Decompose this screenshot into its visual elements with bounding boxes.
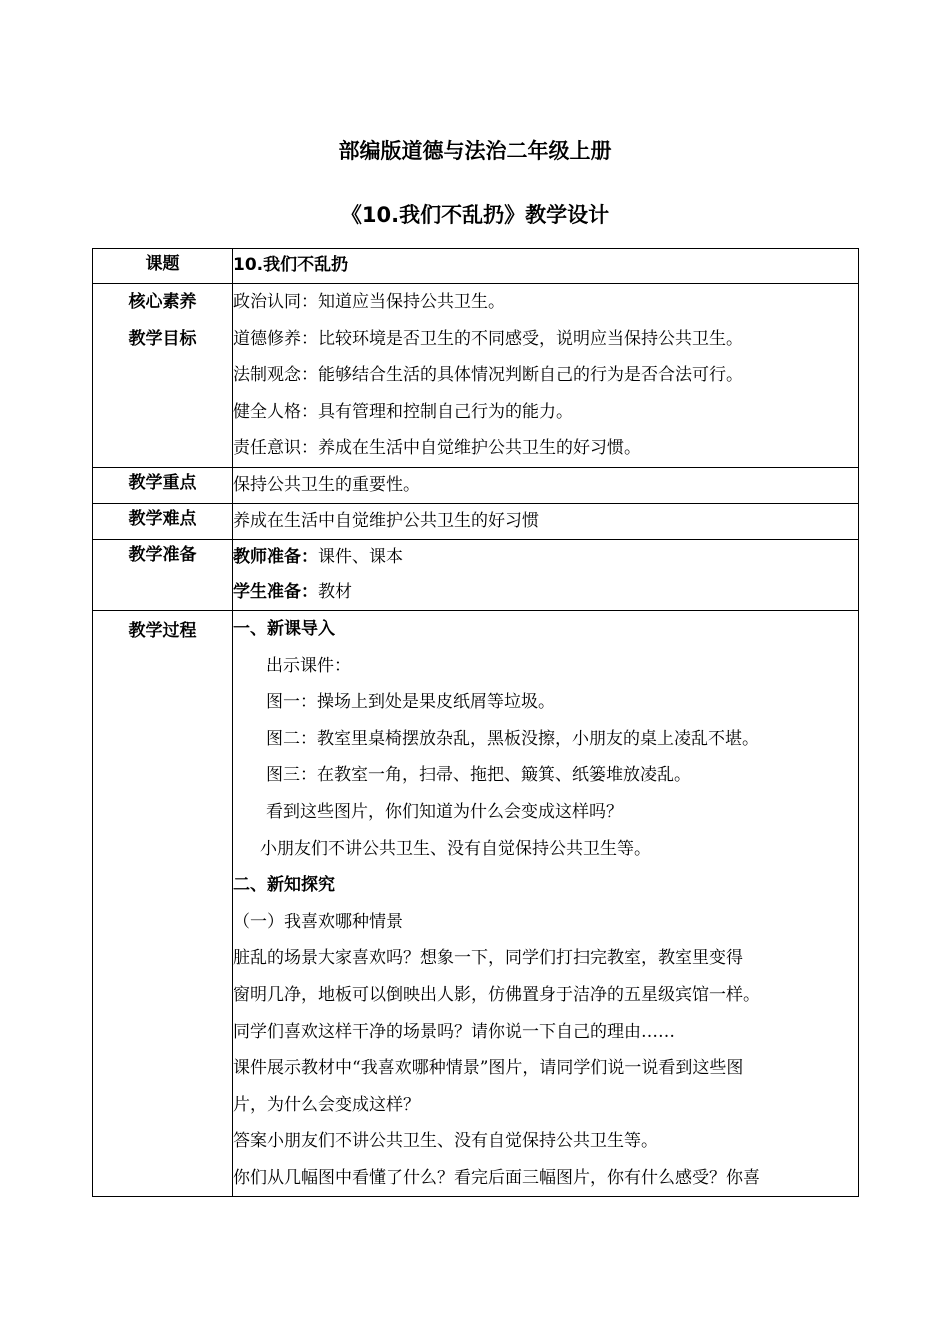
intro-answer: 小朋友们不讲公共卫生、没有自觉保持公共卫生等。 xyxy=(260,838,651,859)
row-goals xyxy=(93,284,859,468)
lesson-plan-table xyxy=(92,248,859,1197)
body-line: 窗明几净，地板可以倒映出人影，仿佛置身于洁净的五星级宾馆一样。 xyxy=(233,984,760,1005)
key-point-label: 教学重点 xyxy=(93,467,233,503)
document-subtitle: 《10.我们不乱扔》教学设计 xyxy=(340,203,610,227)
teacher-prep-label: 教师准备： xyxy=(233,546,318,567)
subsection-heading: （一）我喜欢哪种情景 xyxy=(233,911,403,932)
body-line: 同学们喜欢这样干净的场景吗？请你说一下自己的理由…… xyxy=(233,1021,675,1042)
goals-label-1: 核心素养 xyxy=(128,292,197,312)
student-prep-label: 学生准备： xyxy=(233,581,318,602)
process-content xyxy=(233,610,859,1197)
preparation-label: 教学准备 xyxy=(93,539,233,610)
row-process xyxy=(93,610,859,1197)
body-line: 课件展示教材中“我喜欢哪种情景”图片，请同学们说一说看到这些图 xyxy=(233,1058,744,1079)
topic-label: 课题 xyxy=(93,249,233,284)
row-topic xyxy=(93,249,859,284)
goal-responsibility: 责任意识：养成在生活中自觉维护公共卫生的好习惯。 xyxy=(233,438,641,459)
body-line: 片，为什么会变成这样？ xyxy=(233,1094,420,1115)
intro-line: 图一：操场上到处是果皮纸屑等垃圾。 xyxy=(266,692,555,713)
teacher-prep-value: 课件、课本 xyxy=(318,546,403,567)
goals-label-cell xyxy=(93,284,233,468)
row-key-point xyxy=(93,467,859,503)
body-line: 答案小朋友们不讲公共卫生、没有自觉保持公共卫生等。 xyxy=(233,1131,658,1152)
intro-line: 图二：教室里桌椅摆放杂乱，黑板没擦，小朋友的桌上凌乱不堪。 xyxy=(266,728,759,749)
difficulty-value: 养成在生活中自觉维护公共卫生的好习惯 xyxy=(233,510,539,531)
process-label: 教学过程 xyxy=(93,610,233,1197)
goals-content xyxy=(233,284,859,468)
key-point-value: 保持公共卫生的重要性。 xyxy=(233,474,420,495)
row-difficulty xyxy=(93,503,859,539)
intro-line: 出示课件： xyxy=(266,655,351,676)
goal-personality: 健全人格：具有管理和控制自己行为的能力。 xyxy=(233,401,573,422)
student-prep-value: 教材 xyxy=(318,581,352,602)
body-line: 脏乱的场景大家喜欢吗？想象一下，同学们打扫完教室，教室里变得 xyxy=(233,948,743,969)
document-title: 部编版道德与法治二年级上册 xyxy=(338,139,612,163)
section-explore-heading: 二、新知探究 xyxy=(233,875,335,896)
goal-law: 法制观念：能够结合生活的具体情况判断自己的行为是否合法可行。 xyxy=(233,365,743,386)
intro-line: 图三：在教室一角，扫帚、拖把、簸箕、纸篓堆放凌乱。 xyxy=(266,765,691,786)
goal-moral: 道德修养：比较环境是否卫生的不同感受，说明应当保持公共卫生。 xyxy=(233,328,743,349)
row-preparation xyxy=(93,539,859,610)
preparation-content xyxy=(233,539,859,610)
goal-political: 政治认同：知道应当保持公共卫生。 xyxy=(233,292,505,312)
goals-label-2: 教学目标 xyxy=(128,328,197,349)
topic-value: 10.我们不乱扔 xyxy=(233,255,349,275)
intro-line: 看到这些图片，你们知道为什么会变成这样吗？ xyxy=(266,801,623,822)
difficulty-label: 教学难点 xyxy=(93,503,233,539)
section-intro-heading: 一、新课导入 xyxy=(233,618,335,639)
body-line: 你们从几幅图中看懂了什么？看完后面三幅图片，你有什么感受？你喜 xyxy=(233,1167,760,1188)
